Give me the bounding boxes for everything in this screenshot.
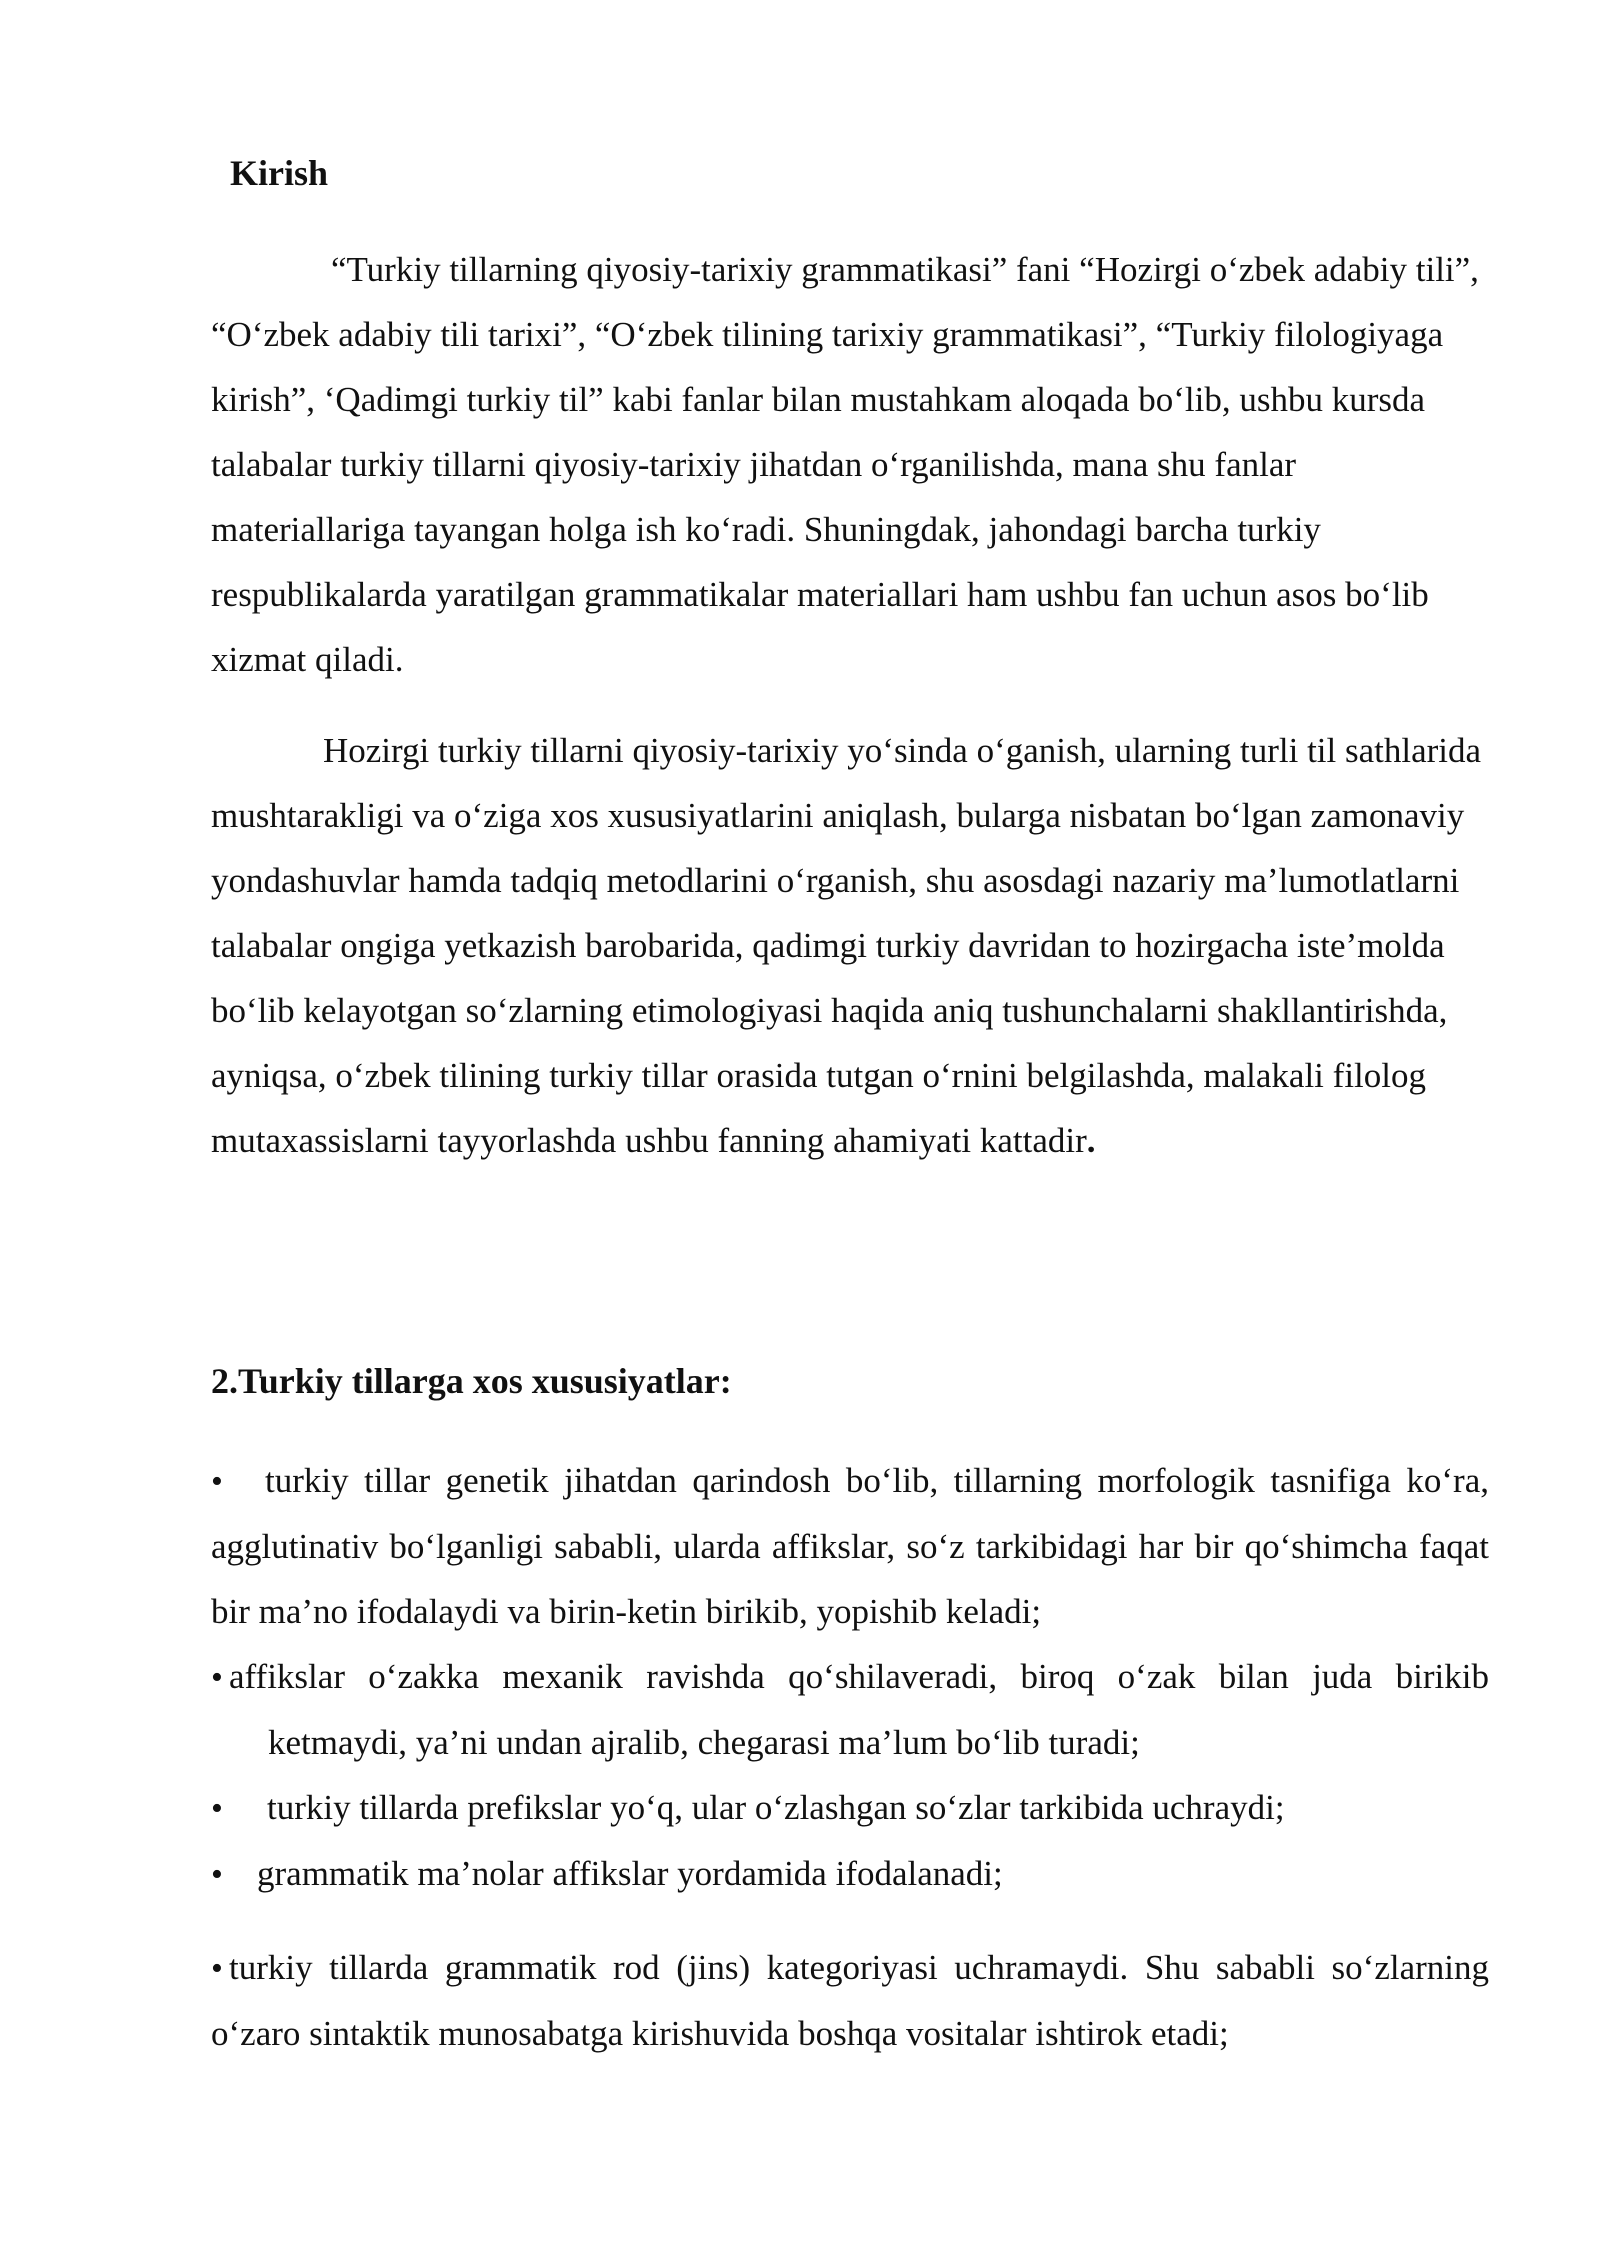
paragraph-2-end: . [1086,1121,1096,1160]
list-item-text: affikslar o‘zakka mexanik ravishda qo‘shilaveradi, biroq o‘zak bilan juda birikib [229,1657,1489,1696]
list-item-text: turkiy tillarda prefikslar yo‘q, ular o‘zlashgan so‘zlar tarkibida uchraydi; [267,1788,1285,1827]
list-item [211,1644,1489,1775]
paragraph-1-text: “Turkiy tillarning qiyosiy-tarixiy grammatikasi” fani “Hozirgi o‘zbek adabiy tili”, “O‘zbek adabiy tili tarixi”, “O‘zbek tilining tarixiy grammatikasi”, “Turkiy filologiyaga kirish”, ‘Qadimgi turkiy til” kabi fanlar bilan mustahkam aloqada bo‘lib, ushbu kursda talabalar turkiy tillarni qiyosiy-tarixiy jihatdan o‘rganilishda, mana shu fanlar materiallariga tayangan holga ish ko‘radi. Shuningdak, jahondagi barcha turkiy respublikalarda yaratilgan grammatikalar materiallari ham ushbu fan uchun asos bo‘lib xizmat qiladi. [211,250,1479,679]
list-item [211,1775,1489,1841]
bullet-icon: • [211,1790,223,1827]
bullet-icon: • [211,1856,223,1893]
list-item [211,1841,1489,1907]
list-item-text: turkiy tillar genetik jihatdan qarindosh bo‘lib, tillarning morfologik tasnifiga ko‘ra, agglutinativ bo‘lganligi sababli, ularda affikslar, so‘z tarkibidagi har bir qo‘shimcha faqat bir ma’no ifodalaydi va birin-ketin birikib, yopishib keladi; [211,1461,1489,1631]
list-item-text: grammatik ma’nolar affikslar yordamida ifodalanadi; [257,1854,1003,1893]
intro-paragraph-1 [211,237,1491,692]
bullet-icon: • [211,1659,223,1696]
paragraph-2-text: Hozirgi turkiy tillarni qiyosiy-tarixiy yo‘sinda o‘ganish, ularning turli til sathlarida mushtarakligi va o‘ziga xos xususiyatlarini aniqlash, bularga nisbatan bo‘lgan zamonaviy yondashuvlar hamda tadqiq metodlarini o‘rganish, shu asosdagi nazariy ma’lumotlatlarni talabalar ongiga yetkazish barobarida, qadimgi turkiy davridan to hozirgacha iste’molda bo‘lib kelayotgan so‘zlarning etimologiyasi haqida aniq tushunchalarni shakllantirishda, ayniqsa, o‘zbek tilining turkiy tillar orasida tutgan o‘rnini belgilashda, malakali filolog mutaxassislarni tayyorlashda ushbu fanning ahamiyati kattadir [211,731,1482,1160]
bullet-icon: • [211,1463,223,1500]
list-item-text: turkiy tillarda grammatik rod (jins) kategoriyasi uchramaydi. Shu sababli so‘zlarning o‘zaro sintaktik munosabatga kirishuvida boshqa vositalar ishtirok etadi; [211,1948,1489,2053]
list-item [211,1935,1489,2066]
list-item [211,1448,1489,1644]
intro-paragraph-2 [211,718,1491,1173]
list-item-first-line [211,1644,1489,1710]
page-heading: Kirish [230,153,329,193]
list-item-continuation: ketmaydi, ya’ni undan ajralib, chegarasi ma’lum bo‘lib turadi; [268,1723,1140,1762]
features-list [211,1448,1489,2066]
section-title: 2.Turkiy tillarga xos xususiyatlar: [211,1361,732,1401]
bullet-icon: • [211,1950,223,1987]
